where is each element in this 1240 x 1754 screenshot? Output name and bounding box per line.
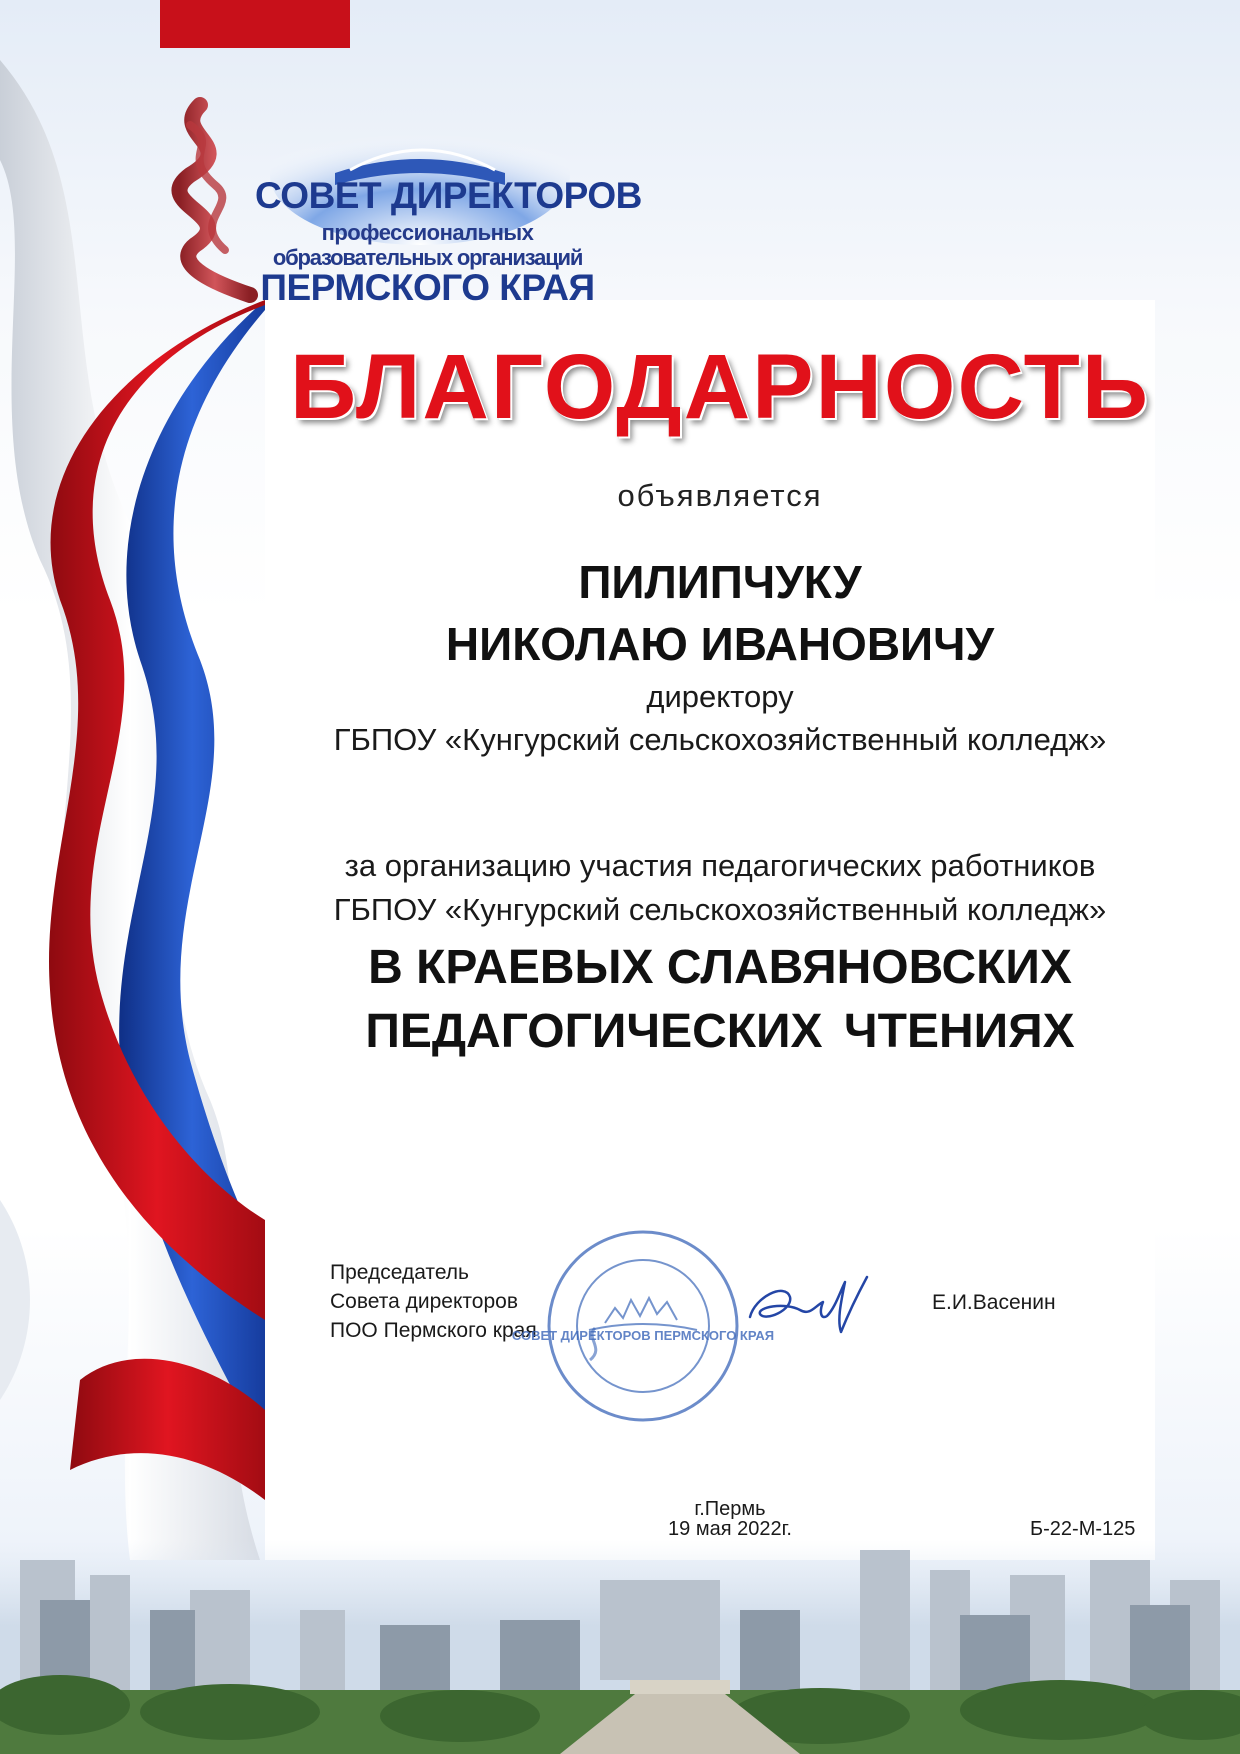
issue-city: г.Пермь (694, 1498, 766, 1520)
declared-text: объявляется (617, 478, 823, 513)
handwritten-signature (745, 1272, 885, 1342)
logo-title-line2: профессиональных (321, 220, 534, 245)
stamp-center-text: СОВЕТ ДИРЕКТОРОВ ПЕРМСКОГО КРАЯ (511, 1328, 775, 1343)
logo-title-line3: образовательных организаций (272, 245, 583, 270)
issue-date: 19 мая 2022г. (668, 1518, 792, 1540)
official-stamp (511, 1228, 775, 1424)
recipient-position: директору (646, 679, 794, 714)
document-number: Б-22-М-125 (1030, 1518, 1136, 1540)
recipient-organization: ГБПОУ «Кунгурский сельскохозяйственный колледж» (333, 722, 1107, 757)
event-title-line2: ПЕДАГОГИЧЕСКИХ ЧТЕНИЯХ (365, 1005, 1075, 1058)
recipient-surname: ПИЛИПЧУКУ (578, 556, 862, 608)
logo-title-line1: СОВЕТ ДИРЕКТОРОВ (255, 175, 642, 216)
reason-text: за организацию участия педагогических работников (344, 848, 1096, 883)
logo-title-line4: ПЕРМСКОГО КРАЯ (260, 267, 595, 308)
event-title-line1: В КРАЕВЫХ СЛАВЯНОВСКИХ (368, 941, 1072, 994)
signer-name: Е.И.Васенин (932, 1291, 1056, 1314)
signer-title-line3: ПОО Пермского края (330, 1319, 537, 1342)
council-logo (160, 95, 642, 308)
certificate-title: БЛАГОДАРНОСТЬ (290, 336, 1150, 438)
city-panorama (0, 1540, 1240, 1754)
reason-organization: ГБПОУ «Кунгурский сельскохозяйственный колледж» (333, 892, 1107, 927)
signer-title-line2: Совета директоров (330, 1290, 518, 1313)
signer-title (330, 1258, 537, 1345)
recipient-given-names: НИКОЛАЮ ИВАНОВИЧУ (445, 618, 995, 670)
signer-title-line1: Председатель (330, 1261, 469, 1284)
